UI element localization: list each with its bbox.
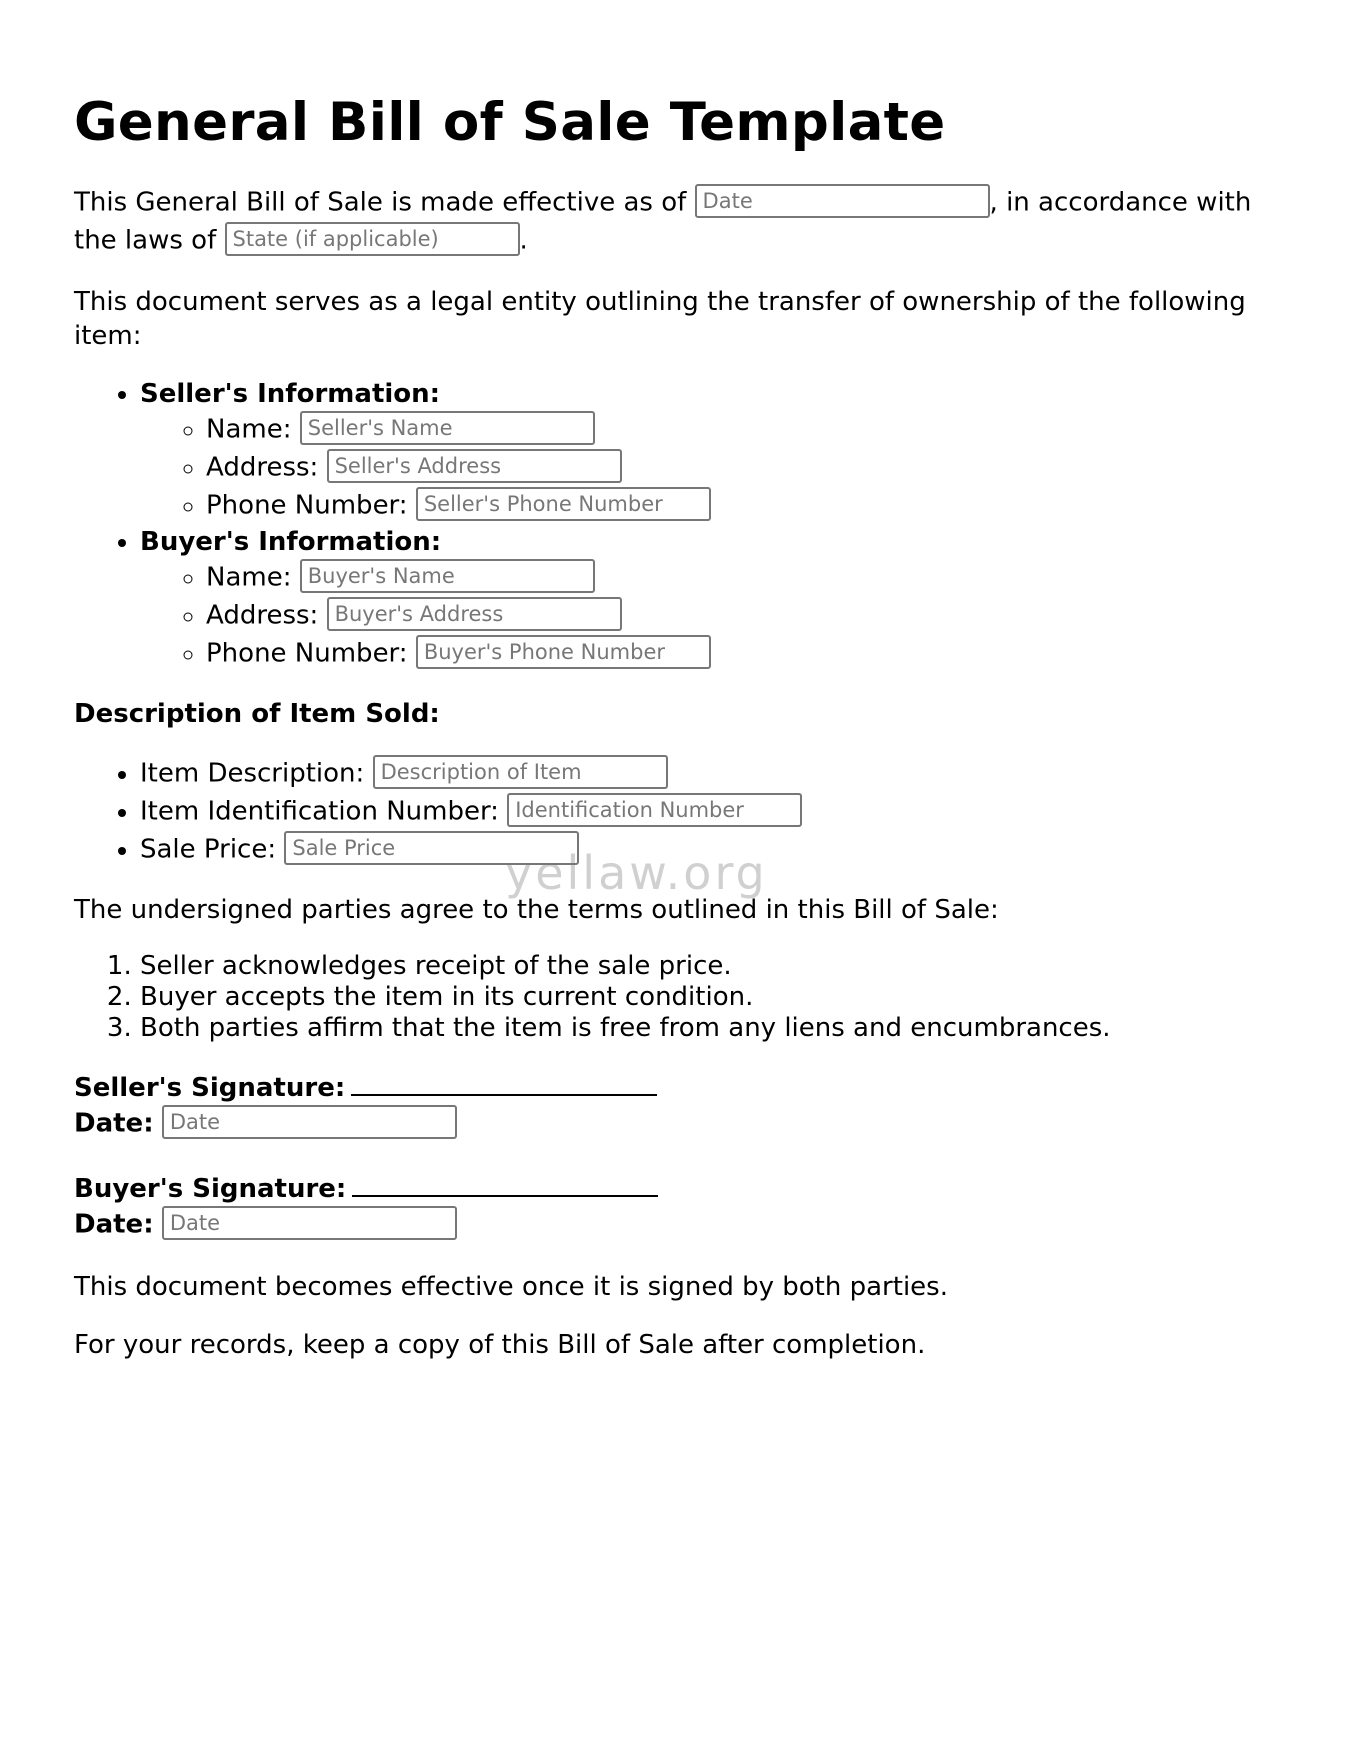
buyer-address-label: Address: xyxy=(206,600,319,631)
term-item: 3. Both parties affirm that the item is free from any liens and encumbrances. xyxy=(140,1013,1294,1044)
item-description-label: Item Description: xyxy=(140,758,365,789)
parties-list xyxy=(74,377,1294,673)
seller-signature-block xyxy=(74,1068,1294,1143)
item-description-item xyxy=(140,755,1294,793)
sale-price-field[interactable] xyxy=(284,831,579,865)
seller-name-item xyxy=(206,411,1294,449)
agreement-intro: The undersigned parties agree to the terms outlined in this Bill of Sale: xyxy=(74,895,999,925)
buyer-phone-field[interactable] xyxy=(416,635,711,669)
term-item: 1. Seller acknowledges receipt of the sale price. xyxy=(140,951,1294,982)
buyer-address-item xyxy=(206,597,1294,635)
buyer-signature-row xyxy=(74,1169,1294,1206)
item-description-field[interactable] xyxy=(373,755,668,789)
item-id-item xyxy=(140,793,1294,831)
buyer-name-field[interactable] xyxy=(300,559,595,593)
purpose-paragraph: This document serves as a legal entity outlining the transfer of ownership of the following item: xyxy=(74,287,1246,351)
seller-name-field[interactable] xyxy=(300,411,595,445)
item-id-label: Item Identification Number: xyxy=(140,796,499,827)
intro-text-3: . xyxy=(519,225,528,256)
buyer-address-field[interactable] xyxy=(327,597,622,631)
seller-date-field[interactable] xyxy=(162,1105,457,1139)
seller-date-label: Date: xyxy=(74,1108,154,1139)
page-title: General Bill of Sale Template xyxy=(74,92,946,153)
seller-phone-label: Phone Number: xyxy=(206,490,408,521)
effective-date-field[interactable] xyxy=(695,184,990,218)
buyer-info-heading: Buyer's Information: xyxy=(140,527,442,557)
intro-text-1: This General Bill of Sale is made effective as of xyxy=(74,187,695,218)
seller-date-row xyxy=(74,1105,1294,1143)
item-id-field[interactable] xyxy=(507,793,802,827)
sale-price-label: Sale Price: xyxy=(140,834,277,865)
seller-info-item xyxy=(140,377,1294,525)
buyer-date-row xyxy=(74,1206,1294,1244)
buyer-date-label: Date: xyxy=(74,1209,154,1240)
sale-price-item xyxy=(140,831,1294,869)
buyer-name-item xyxy=(206,559,1294,597)
state-field[interactable] xyxy=(225,222,520,256)
seller-info-heading: Seller's Information: xyxy=(140,379,441,409)
seller-signature-line[interactable] xyxy=(351,1068,657,1096)
seller-name-label: Name: xyxy=(206,414,292,445)
intro-paragraph xyxy=(74,184,1294,260)
term-item: 2. Buyer accepts the item in its current condition. xyxy=(140,982,1294,1013)
document-page xyxy=(74,90,1294,1386)
buyer-phone-label: Phone Number: xyxy=(206,638,408,669)
watermark: yellaw.org xyxy=(505,846,768,900)
effective-note: This document becomes effective once it is signed by both parties. xyxy=(74,1272,948,1302)
seller-address-label: Address: xyxy=(206,452,319,483)
seller-address-item xyxy=(206,449,1294,487)
seller-signature-row xyxy=(74,1068,1294,1105)
buyer-signature-label: Buyer's Signature: xyxy=(74,1174,347,1204)
item-fields-list xyxy=(74,755,1294,869)
intro-text-2: , in accordance with the laws of xyxy=(74,187,1252,256)
buyer-signature-line[interactable] xyxy=(352,1169,658,1197)
seller-phone-field[interactable] xyxy=(416,487,711,521)
seller-address-field[interactable] xyxy=(327,449,622,483)
buyer-name-label: Name: xyxy=(206,562,292,593)
seller-fields-list xyxy=(140,411,1294,525)
buyer-signature-block xyxy=(74,1169,1294,1244)
records-note: For your records, keep a copy of this Bill of Sale after completion. xyxy=(74,1330,926,1360)
buyer-info-item xyxy=(140,525,1294,673)
terms-list xyxy=(74,951,1294,1044)
seller-signature-label: Seller's Signature: xyxy=(74,1073,346,1103)
item-section-heading: Description of Item Sold: xyxy=(74,699,440,729)
buyer-phone-item xyxy=(206,635,1294,673)
buyer-fields-list xyxy=(140,559,1294,673)
buyer-date-field[interactable] xyxy=(162,1206,457,1240)
seller-phone-item xyxy=(206,487,1294,525)
